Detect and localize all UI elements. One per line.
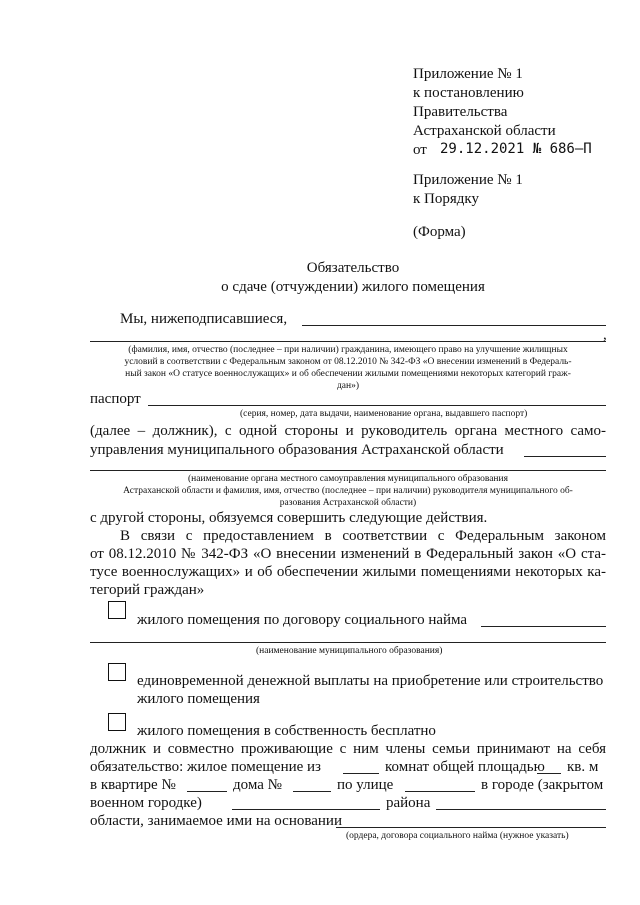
caption-order: (ордера, договора социального найма (нужное указать) (346, 831, 569, 841)
law-line-1: В связи с предоставлением в соответствии с Федеральным законом (120, 528, 606, 544)
obligation-line-3-b: дома № (233, 777, 282, 793)
obligation-line-2-b: комнат общей площадью (385, 759, 545, 775)
appendix-to-resolution: к постановлению (413, 85, 524, 101)
basis-field-line (336, 827, 606, 828)
caption-fio-line-1: (фамилия, имя, отчество (последнее – при наличии) гражданина, имеющего право на улучшение жилищных (128, 345, 568, 355)
fio-comma: , (603, 327, 607, 343)
apartment-number-field-line (187, 791, 227, 792)
caption-org-line-3: разования Астраханской области) (279, 498, 417, 508)
fio-field-line (90, 341, 606, 342)
passport-field-line (148, 405, 606, 406)
debtor-line-2: управления муниципального образования Астраханской области (90, 442, 504, 458)
undersigned-field-line (302, 325, 606, 326)
caption-org-line-1: (наименование органа местного самоуправления муниципального образования (188, 474, 508, 484)
undersigned-label: Мы, нижеподписавшиеся, (120, 311, 288, 327)
house-number-field-line (293, 791, 331, 792)
option-social-rent-field-line (481, 626, 606, 627)
appendix-number-1-order: Приложение № 1 (413, 172, 523, 188)
option-lump-sum-checkbox[interactable] (108, 663, 126, 681)
date-stamp: 29.12.2021 № 686–П (440, 141, 592, 157)
municipal-name-field-line (90, 642, 606, 643)
district-field-line (436, 809, 606, 810)
law-line-2: от 08.12.2010 № 342-ФЗ «О внесении изменений в Федеральный закон «О ста- (90, 546, 606, 562)
caption-fio-line-2: условий в соответствии с Федеральным законом от 08.12.2010 № 342-ФЗ «О внесении изменений в Федераль- (124, 357, 572, 367)
obligation-line-4-b: района (386, 795, 431, 811)
caption-passport: (серия, номер, дата выдачи, наименование органа, выдавшего паспорт) (240, 409, 528, 419)
obligation-line-3-c: по улице (337, 777, 394, 793)
appendix-number-1: Приложение № 1 (413, 66, 523, 82)
law-line-4: тегорий граждан» (90, 582, 205, 598)
option-ownership-label: жилого помещения в собственность бесплатно (137, 723, 436, 739)
other-side-text: с другой стороны, обязуемся совершить следующие действия. (90, 510, 488, 526)
document-title: Обязательство (306, 260, 400, 276)
municipal-field-line-a (524, 456, 606, 457)
option-social-rent-checkbox[interactable] (108, 601, 126, 619)
option-lump-sum-line-2: жилого помещения (137, 691, 260, 707)
document-subtitle: о сдаче (отчуждении) жилого помещения (221, 279, 485, 295)
law-line-3: тусе военнослужащих» и об обеспечении жилыми помещениями некоторых ка- (90, 564, 606, 580)
area-field-line (537, 773, 561, 774)
obligation-line-2-c: кв. м (567, 759, 599, 775)
appendix-date-prefix: от (413, 142, 427, 158)
passport-label: паспорт (90, 391, 141, 407)
appendix-government: Правительства (413, 104, 508, 120)
obligation-line-3-d: в городе (закрытом (481, 777, 604, 793)
option-lump-sum-line-1: единовременной денежной выплаты на приобретение или строительство (137, 673, 604, 689)
caption-municipal: (наименование муниципального образования) (256, 646, 443, 656)
town-field-line (232, 809, 380, 810)
obligation-line-1: должник и совместно проживающие с ним члены семьи принимают на себя (90, 741, 606, 757)
option-ownership-checkbox[interactable] (108, 713, 126, 731)
form-label: (Форма) (413, 224, 466, 240)
obligation-line-3-a: в квартире № (90, 777, 176, 793)
caption-fio-line-4: дан») (336, 381, 360, 391)
rooms-count-field-line (343, 773, 379, 774)
municipal-field-line-b (90, 470, 606, 471)
appendix-region: Астраханской области (413, 123, 556, 139)
option-social-rent-label: жилого помещения по договору социального найма (137, 612, 468, 628)
obligation-line-2-a: обязательство: жилое помещение из (90, 759, 321, 775)
appendix-to-order: к Порядку (413, 191, 479, 207)
caption-org-line-2: Астраханской области и фамилия, имя, отчество (последнее – при наличии) руководителя муниципального об- (123, 486, 573, 496)
street-field-line (405, 791, 475, 792)
caption-fio-line-3: ный закон «О статусе военнослужащих» и об обеспечении жилыми помещениями некоторых категорий граж- (125, 369, 571, 379)
debtor-line-1: (далее – должник), с одной стороны и руководитель органа местного само- (90, 423, 606, 439)
obligation-line-4-a: военном городке) (90, 795, 202, 811)
obligation-line-5: области, занимаемое ими на основании (90, 813, 342, 829)
